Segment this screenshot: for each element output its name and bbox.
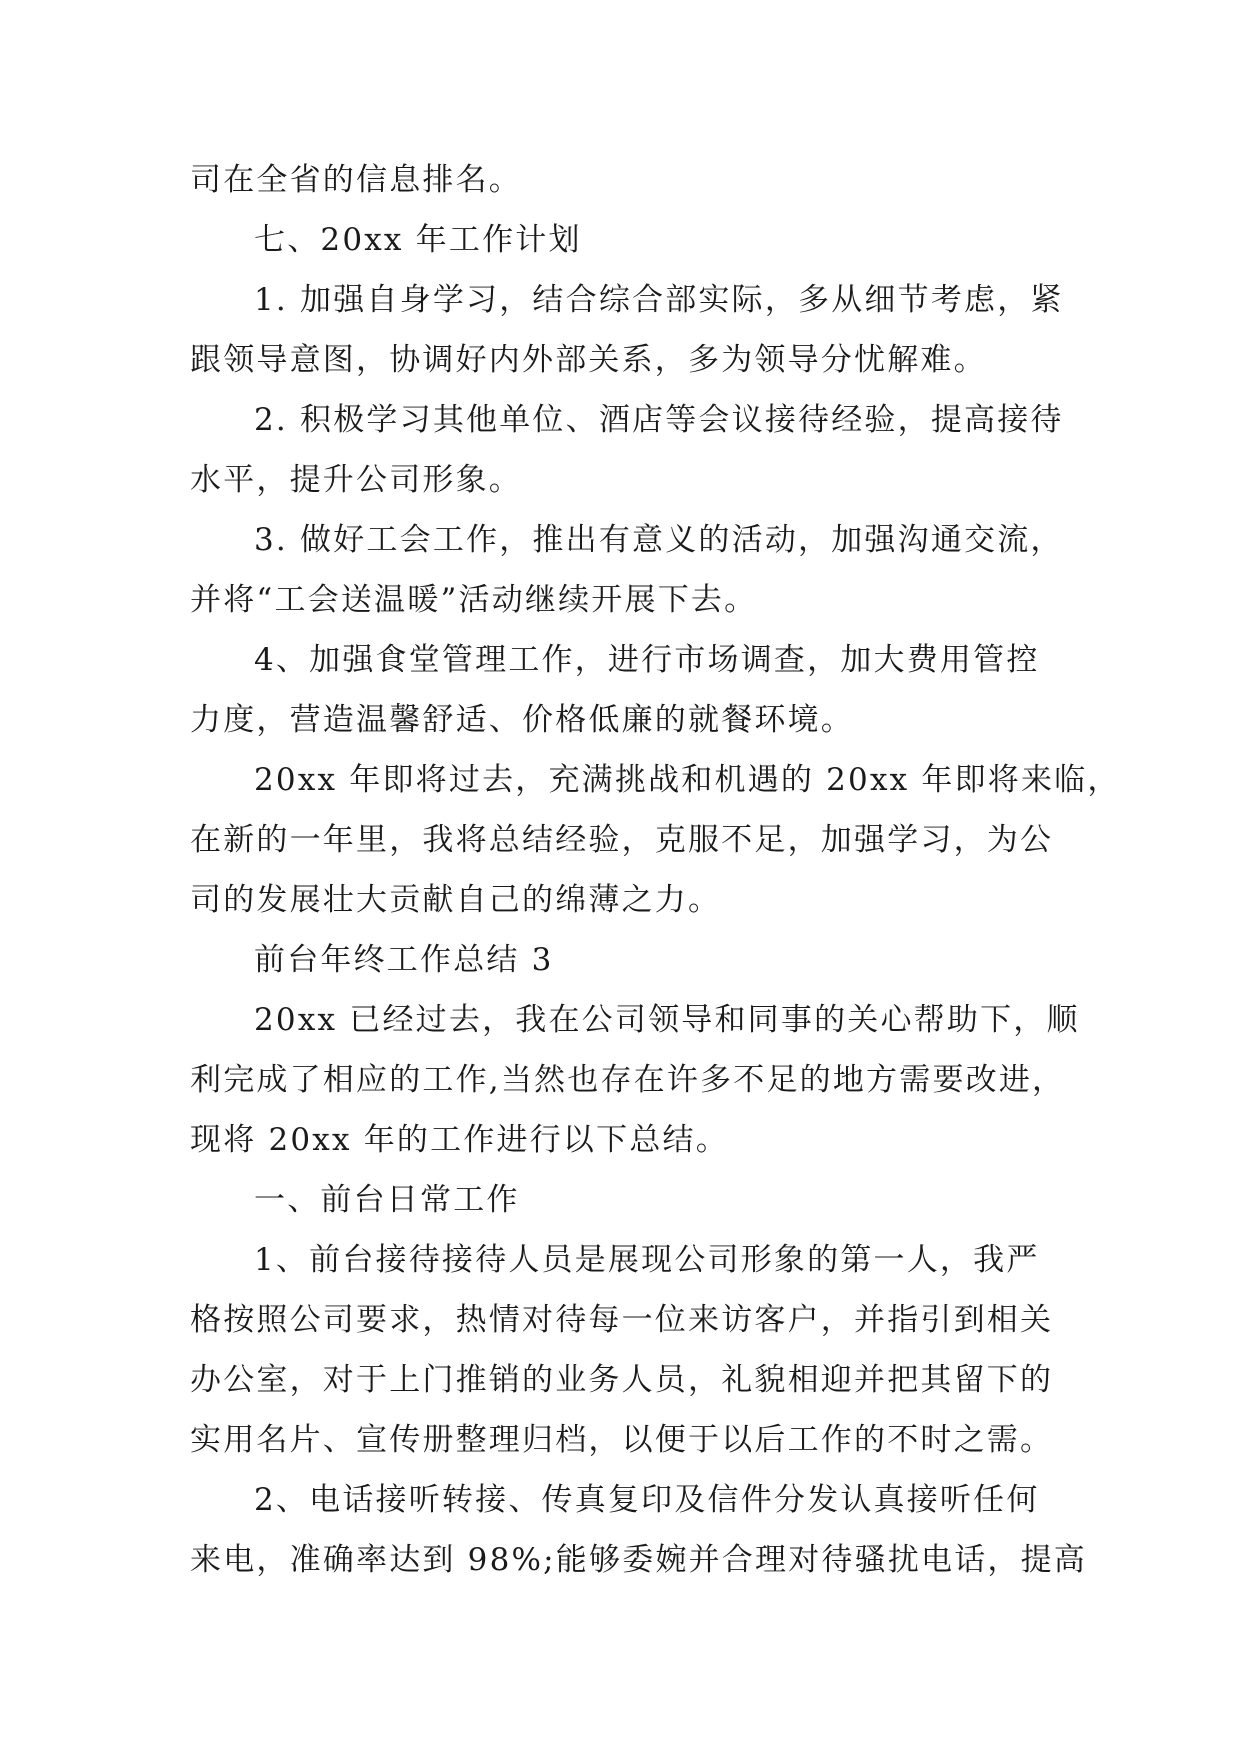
- text-line: 利完成了相应的工作,当然也存在许多不足的地方需要改进，: [190, 1062, 1066, 1098]
- text-line: 力度，营造温馨舒适、价格低廉的就餐环境。: [190, 702, 854, 738]
- section-heading: 一、前台日常工作: [254, 1182, 520, 1218]
- text-line: 实用名片、宣传册整理归档，以便于以后工作的不时之需。: [190, 1422, 1054, 1458]
- text-line: 水平，提升公司形象。: [190, 462, 522, 498]
- text-line: 3. 做好工会工作，推出有意义的活动，加强沟通交流，: [254, 522, 1064, 558]
- text-line: 跟领导意图，协调好内外部关系，多为领导分忧解难。: [190, 342, 987, 378]
- text-line: 2. 积极学习其他单位、酒店等会议接待经验，提高接待: [254, 402, 1064, 438]
- text-line: 司的发展壮大贡献自己的绵薄之力。: [190, 882, 722, 918]
- text-line: 20xx 年即将过去，充满挑战和机遇的 20xx 年即将来临，: [254, 762, 1121, 798]
- text-line: 现将 20xx 年的工作进行以下总结。: [190, 1122, 729, 1158]
- text-line: 格按照公司要求，热情对待每一位来访客户，并指引到相关: [190, 1302, 1054, 1338]
- section-heading: 前台年终工作总结 3: [254, 942, 554, 978]
- text-line: 1. 加强自身学习，结合综合部实际，多从细节考虑，紧: [254, 282, 1064, 318]
- text-line: 2、电话接听转接、传真复印及信件分发认真接听任何: [254, 1482, 1040, 1518]
- text-line: 4、加强食堂管理工作，进行市场调查，加大费用管控: [254, 642, 1040, 678]
- text-line: 办公室，对于上门推销的业务人员，礼貌相迎并把其留下的: [190, 1362, 1054, 1398]
- text-line: 20xx 已经过去，我在公司领导和同事的关心帮助下，顺: [254, 1002, 1080, 1038]
- text-line: 1、前台接待接待人员是展现公司形象的第一人，我严: [254, 1242, 1040, 1278]
- text-line: 并将“工会送温暖”活动继续开展下去。: [190, 582, 758, 618]
- text-line: 司在全省的信息排名。: [190, 162, 522, 198]
- text-line: 来电，准确率达到 98%;能够委婉并合理对待骚扰电话，提高: [190, 1542, 1087, 1578]
- section-heading: 七、20xx 年工作计划: [254, 222, 582, 258]
- text-line: 在新的一年里，我将总结经验，克服不足，加强学习，为公: [190, 822, 1054, 858]
